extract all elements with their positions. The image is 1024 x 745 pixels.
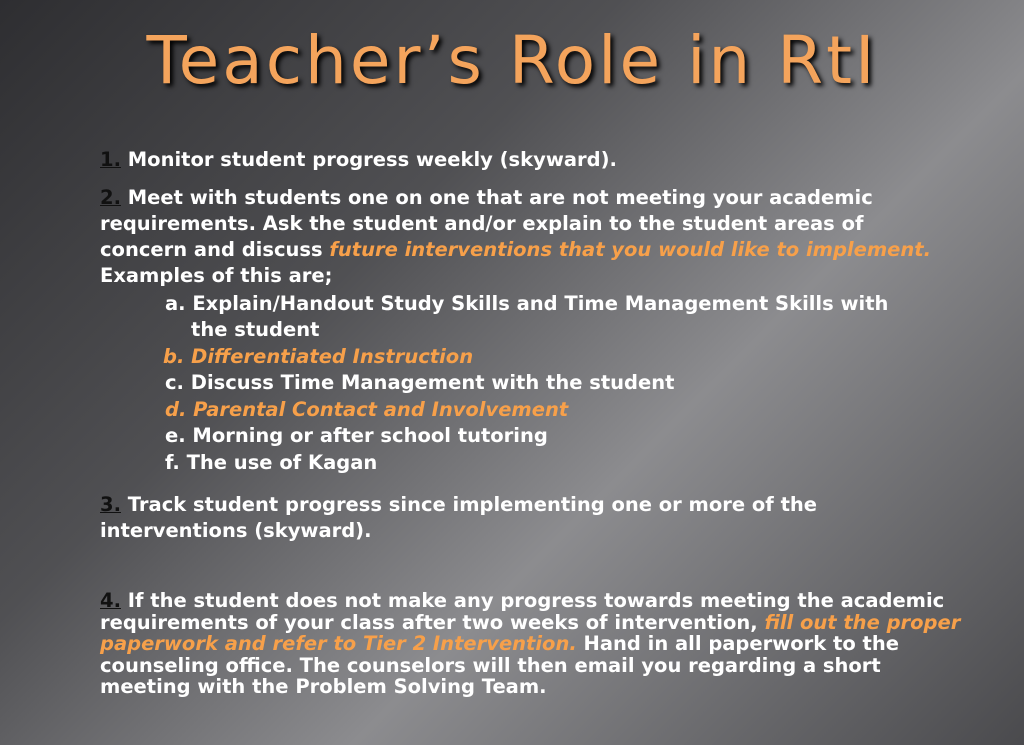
point-3-line1: Track student progress since implementing one or more of the [120, 493, 818, 516]
item-c: c. Discuss Time Management with the student [165, 371, 675, 394]
point-4-highlight-2: paperwork and refer to Tier 2 Intervention. [100, 632, 577, 655]
item-f: f. The use of Kagan [165, 451, 378, 474]
point-1-text: Monitor student progress weekly (skyward). [120, 148, 617, 171]
point-2-highlight: future interventions that you would like to implement. [329, 238, 932, 261]
item-b: b. Differentiated Instruction [163, 345, 474, 368]
point-2-line3a: concern and discuss [100, 238, 330, 261]
point-4-line3b: Hand in all paperwork to the [576, 632, 899, 655]
item-d: d. Parental Contact and Involvement [165, 398, 569, 421]
point-2 [100, 185, 980, 289]
point-4-line5: meeting with the Problem Solving Team. [100, 675, 547, 698]
point-4-line1: If the student does not make any progress towards meeting the academic [120, 589, 945, 612]
point-1 [100, 147, 980, 173]
slide-title: Teacher’s Role in RtI [146, 22, 878, 99]
point-4-line2a: requirements of your class after two weeks of intervention, [100, 610, 765, 634]
point-4-highlight-1: fill out the proper [764, 610, 961, 634]
point-4-number: 4. [100, 589, 121, 612]
point-2-line1: Meet with students one on one that are not meeting your academic [120, 186, 873, 209]
point-2-line2: requirements. Ask the student and/or explain to the student areas of [100, 212, 864, 235]
point-2-number: 2. [100, 186, 121, 209]
point-4-line4: counseling office. The counselors will then email you regarding a short [100, 653, 881, 677]
point-3 [100, 492, 980, 544]
point-3-number: 3. [100, 493, 121, 516]
item-a-line1: a. Explain/Handout Study Skills and Time Management Skills with [165, 292, 889, 315]
point-2-line4: Examples of this are; [100, 264, 333, 287]
point-1-number: 1. [100, 148, 121, 171]
point-3-line2: interventions (skyward). [100, 519, 372, 542]
item-a-line2: the student [191, 318, 320, 341]
item-e: e. Morning or after school tutoring [165, 424, 548, 447]
point-4 [100, 590, 990, 698]
